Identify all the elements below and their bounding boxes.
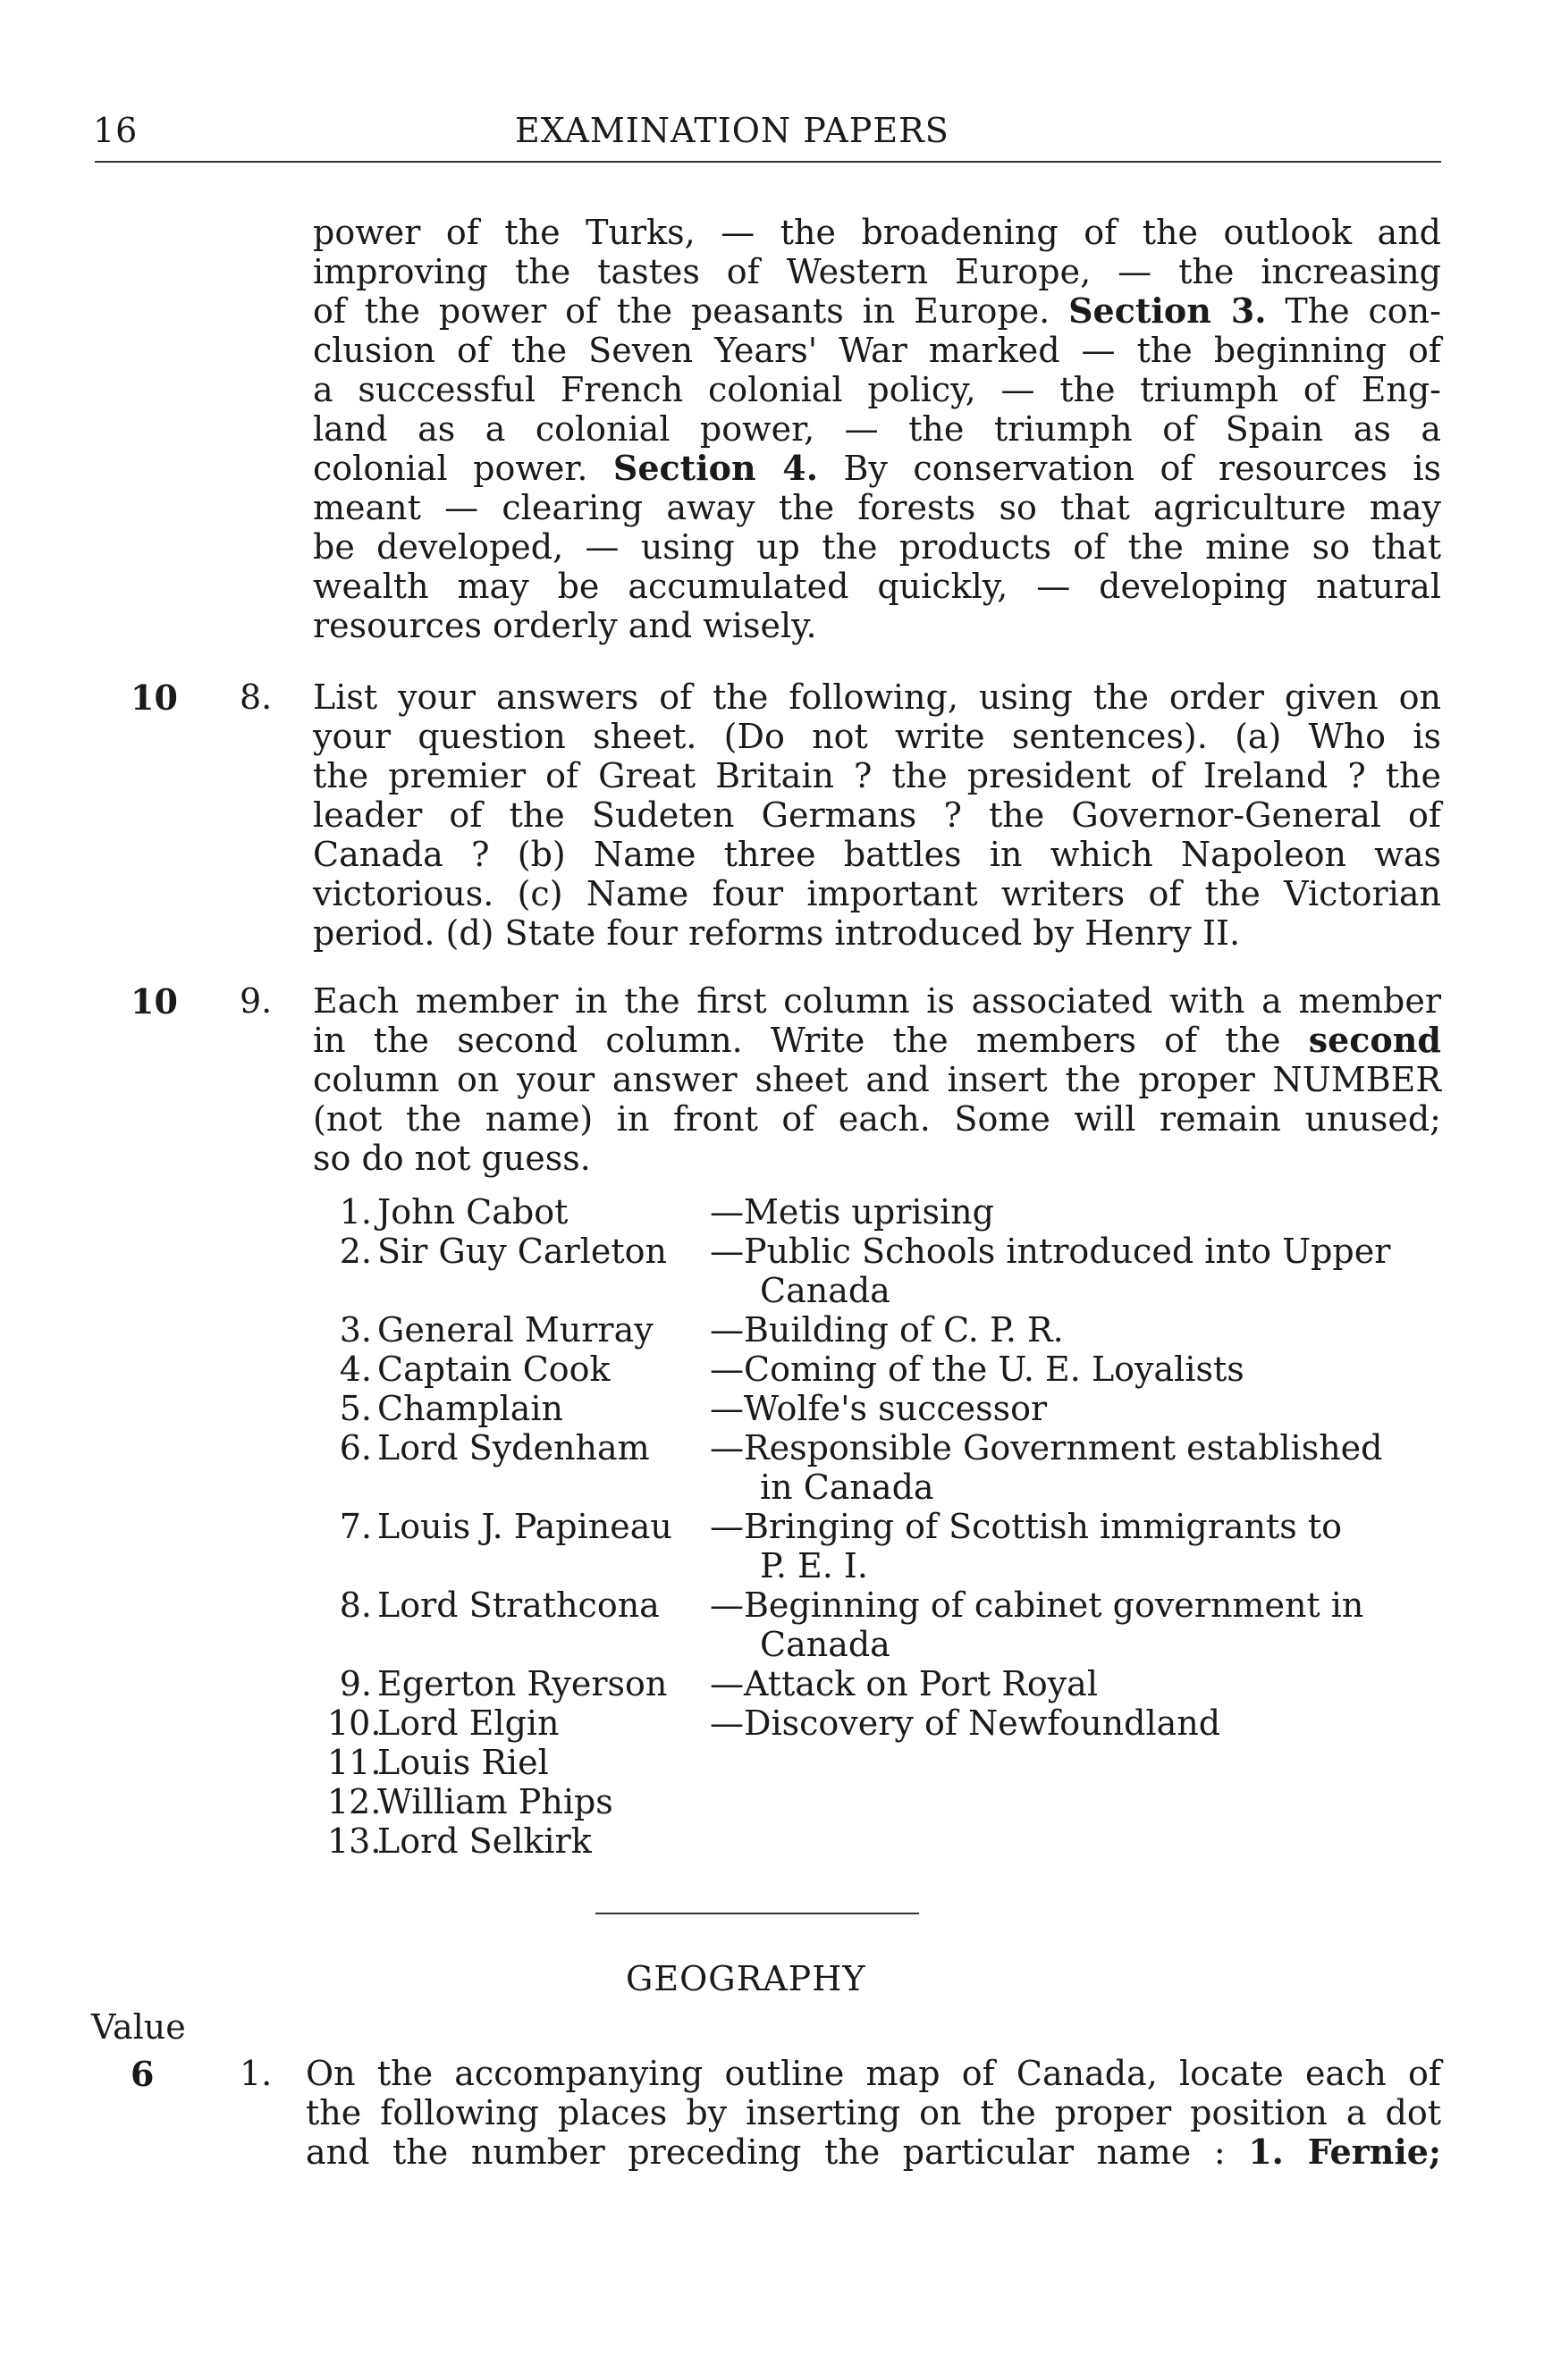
text-line: Canada ? (b) Name three battles in which Napoleon was [313, 835, 1441, 874]
first-column-item: General Murray [377, 1310, 654, 1350]
text-line: land as a colonial power, — the triumph of Spain as a [313, 409, 1441, 449]
text-line: the premier of Great Britain ? the president of Ireland ? the [313, 756, 1441, 795]
question-value: 10 [131, 981, 178, 1022]
first-column-item: Egerton Ryerson [377, 1664, 668, 1703]
item-number: 7. [339, 1507, 372, 1546]
first-column-item: Lord Sydenham [377, 1428, 650, 1468]
match-row [327, 1232, 1445, 1271]
second-column-continuation: P. E. I. [760, 1546, 869, 1585]
second-column-item: —Discovery of Newfoundland [710, 1703, 1221, 1743]
first-column-item: Lord Selkirk [377, 1821, 592, 1861]
text-line: wealth may be accumulated quickly, — developing natural [313, 567, 1441, 606]
match-row [327, 1350, 1445, 1389]
question-9-text [313, 981, 1441, 1178]
match-row [327, 1428, 1445, 1468]
section-rule [595, 1913, 919, 1914]
second-column-item: —Beginning of cabinet government in [710, 1585, 1364, 1625]
matching-columns [327, 1192, 1445, 1861]
text-line: victorious. (c) Name four important writers of the Victorian [313, 874, 1441, 913]
text-line: (not the name) in front of each. Some will remain unused; [313, 1099, 1441, 1139]
item-number: 10. [327, 1703, 382, 1743]
first-column-item: Lord Elgin [377, 1703, 560, 1743]
text-line: meant — clearing away the forests so that agriculture may [313, 488, 1441, 527]
first-column-item: Captain Cook [377, 1350, 611, 1389]
second-column-item: —Wolfe's successor [710, 1389, 1048, 1428]
match-row [327, 1625, 1445, 1664]
match-row [327, 1664, 1445, 1703]
item-number: 6. [339, 1428, 372, 1468]
match-row [327, 1821, 1445, 1861]
running-header: EXAMINATION PAPERS [515, 111, 949, 150]
text-line: be developed, — using up the products of the mine so that [313, 527, 1441, 567]
question-number: 1. [240, 2054, 273, 2093]
second-column-item: —Bringing of Scottish immigrants to [710, 1507, 1343, 1546]
first-column-item: Lord Strathcona [377, 1585, 660, 1625]
second-column-item: —Metis uprising [710, 1192, 994, 1232]
item-number: 4. [339, 1350, 372, 1389]
item-number: 5. [339, 1389, 372, 1428]
question-value: 6 [131, 2054, 155, 2094]
item-number: 1. [339, 1192, 372, 1232]
match-row [327, 1546, 1445, 1585]
second-column-continuation: Canada [760, 1625, 890, 1664]
second-column-item: —Coming of the U. E. Loyalists [710, 1350, 1244, 1389]
first-column-item: Louis J. Papineau [377, 1507, 672, 1546]
first-column-item: Champlain [377, 1389, 563, 1428]
text-line: so do not guess. [313, 1139, 591, 1178]
item-number: 11. [327, 1743, 382, 1782]
emphasis-word: second [1308, 1020, 1441, 1060]
item-number: 13. [327, 1821, 382, 1861]
second-column-continuation: in Canada [760, 1468, 934, 1507]
item-number: 9. [339, 1664, 372, 1703]
first-column-item: Louis Riel [377, 1743, 549, 1782]
question-number: 8. [240, 677, 273, 717]
text-line: resources orderly and wisely. [313, 606, 817, 645]
text-line: colonial power. Section 4. By conservation of resources is [313, 448, 1441, 488]
text-line: column on your answer sheet and insert the proper NUMBER [313, 1060, 1441, 1099]
second-column-item: —Attack on Port Royal [710, 1664, 1098, 1703]
text-line: in the second column. Write the members of the second [313, 1020, 1441, 1060]
text-line: power of the Turks, — the broadening of the outlook and [313, 213, 1441, 252]
text-line: period. (d) State four reforms introduced by Henry II. [313, 913, 1241, 953]
match-row [327, 1310, 1445, 1350]
text-line: On the accompanying outline map of Canada, locate each of [306, 2054, 1441, 2093]
text-line: the following places by inserting on the proper position a dot [306, 2093, 1441, 2132]
header-rule [95, 161, 1441, 163]
geography-question-1-text [306, 2054, 1441, 2172]
match-row [327, 1782, 1445, 1821]
question-8-text [313, 677, 1441, 953]
second-column-item: —Building of C. P. R. [710, 1310, 1064, 1350]
first-column-item: Sir Guy Carleton [377, 1232, 667, 1271]
text-line: clusion of the Seven Years' War marked — the beginning of [313, 331, 1441, 370]
match-row [327, 1468, 1445, 1507]
text-line: your question sheet. (Do not write sentences). (a) Who is [313, 717, 1441, 756]
match-row [327, 1271, 1445, 1310]
text-line: improving the tastes of Western Europe, — the increasing [313, 252, 1441, 291]
match-row [327, 1192, 1445, 1232]
match-row [327, 1703, 1445, 1743]
text-line: of the power of the peasants in Europe. Section 3. The con- [313, 290, 1441, 331]
match-row [327, 1389, 1445, 1428]
value-column-label: Value [91, 2007, 186, 2047]
continuation-paragraph [313, 213, 1441, 645]
item-number: 12. [327, 1782, 382, 1821]
second-column-item: —Public Schools introduced into Upper [710, 1232, 1391, 1271]
section-label: Section 4. [612, 448, 818, 488]
text-line: leader of the Sudeten Germans ? the Governor-General of [313, 795, 1441, 835]
match-row [327, 1507, 1445, 1546]
second-column-item: —Responsible Government established [710, 1428, 1383, 1468]
match-row [327, 1743, 1445, 1782]
page-number: 16 [93, 111, 139, 150]
item-number: 8. [339, 1585, 372, 1625]
question-value: 10 [131, 677, 178, 718]
text-line: and the number preceding the particular name : 1. Fernie; [306, 2132, 1441, 2172]
text-line: a successful French colonial policy, — the triumph of Eng- [313, 370, 1441, 409]
item-number: 2. [339, 1232, 372, 1271]
section-title: GEOGRAPHY [626, 1959, 866, 1998]
item-number: 3. [339, 1310, 372, 1350]
first-column-item: John Cabot [377, 1192, 569, 1232]
section-label: Section 3. [1068, 290, 1267, 331]
match-row [327, 1585, 1445, 1625]
text-line: List your answers of the following, using the order given on [313, 677, 1441, 717]
first-column-item: William Phips [377, 1782, 613, 1821]
question-number: 9. [240, 981, 273, 1021]
text-line: Each member in the first column is associated with a member [313, 981, 1441, 1021]
second-column-continuation: Canada [760, 1271, 890, 1310]
